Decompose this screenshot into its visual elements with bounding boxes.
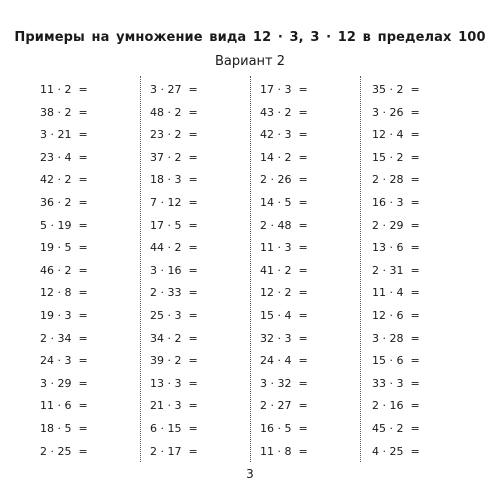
exercise-item: 21 · 3 =: [150, 399, 198, 413]
exercise-item: 4 · 25 =: [372, 444, 420, 458]
exercise-column-1: [40, 79, 140, 463]
exercise-item: 3 · 26 =: [372, 105, 420, 119]
exercise-item: 14 · 2 =: [260, 150, 308, 164]
exercise-item: 45 · 2 =: [372, 421, 420, 435]
exercise-item: 39 · 2 =: [150, 354, 198, 368]
exercise-item: 24 · 4 =: [260, 354, 308, 368]
exercise-item: 11 · 4 =: [372, 286, 420, 300]
exercise-item: 18 · 5 =: [40, 421, 88, 435]
page-title: Примеры на умножение вида 12 · 3, 3 · 12 в пределах 100: [14, 30, 486, 45]
exercise-item: 35 · 2 =: [372, 83, 420, 96]
exercise-item: 12 · 2 =: [260, 286, 308, 300]
exercise-item: 11 · 3 =: [260, 241, 308, 255]
exercise-item: 11 · 2 =: [40, 83, 88, 96]
exercise-item: 19 · 5 =: [40, 241, 88, 255]
variant-subtitle: Вариант 2: [214, 54, 286, 69]
exercise-column-4: [372, 79, 472, 463]
exercise-item: 16 · 5 =: [260, 421, 308, 435]
exercise-item: 15 · 2 =: [372, 150, 420, 164]
exercise-item: 36 · 2 =: [40, 195, 88, 209]
exercise-item: 24 · 3 =: [40, 354, 88, 368]
exercise-item: 3 · 29 =: [40, 376, 88, 390]
exercise-item: 17 · 5 =: [150, 218, 198, 232]
exercise-item: 12 · 6 =: [372, 308, 420, 322]
exercise-item: 12 · 8 =: [40, 286, 88, 300]
exercise-item: 42 · 3 =: [260, 128, 308, 142]
exercise-item: 16 · 3 =: [372, 195, 420, 209]
exercise-item: 33 · 3 =: [372, 376, 420, 390]
exercise-item: 2 · 31 =: [372, 263, 420, 277]
exercise-item: 2 · 34 =: [40, 331, 88, 345]
exercise-item: 5 · 19 =: [40, 218, 88, 232]
exercise-item: 12 · 4 =: [372, 128, 420, 142]
exercise-grid: [0, 79, 500, 461]
exercise-item: 38 · 2 =: [40, 105, 88, 119]
exercise-item: 15 · 4 =: [260, 308, 308, 322]
exercise-item: 18 · 3 =: [150, 173, 198, 187]
exercise-item: 3 · 32 =: [260, 376, 308, 390]
exercise-item: 2 · 26 =: [260, 173, 308, 187]
exercise-item: 2 · 48 =: [260, 218, 308, 232]
exercise-item: 32 · 3 =: [260, 331, 308, 345]
exercise-item: 2 · 27 =: [260, 399, 308, 413]
exercise-column-3: [260, 79, 360, 463]
exercise-item: 2 · 16 =: [372, 399, 420, 413]
exercise-item: 42 · 2 =: [40, 173, 88, 187]
exercise-item: 2 · 25 =: [40, 444, 88, 458]
exercise-item: 25 · 3 =: [150, 308, 198, 322]
exercise-item: 17 · 3 =: [260, 83, 308, 96]
exercise-item: 34 · 2 =: [150, 331, 198, 345]
exercise-item: 3 · 28 =: [372, 331, 420, 345]
exercise-item: 19 · 3 =: [40, 308, 88, 322]
exercise-item: 41 · 2 =: [260, 263, 308, 277]
exercise-item: 23 · 2 =: [150, 128, 198, 142]
exercise-item: 48 · 2 =: [150, 105, 198, 119]
page-number: 3: [246, 467, 254, 481]
exercise-item: 14 · 5 =: [260, 195, 308, 209]
exercise-item: 7 · 12 =: [150, 195, 198, 209]
exercise-item: 37 · 2 =: [150, 150, 198, 164]
exercise-item: 2 · 29 =: [372, 218, 420, 232]
exercise-item: 13 · 3 =: [150, 376, 198, 390]
exercise-item: 3 · 16 =: [150, 263, 198, 277]
exercise-item: 15 · 6 =: [372, 354, 420, 368]
exercise-item: 6 · 15 =: [150, 421, 198, 435]
exercise-item: 13 · 6 =: [372, 241, 420, 255]
exercise-item: 2 · 33 =: [150, 286, 198, 300]
exercise-item: 2 · 28 =: [372, 173, 420, 187]
exercise-item: 11 · 8 =: [260, 444, 308, 458]
exercise-item: 43 · 2 =: [260, 105, 308, 119]
exercise-item: 23 · 4 =: [40, 150, 88, 164]
exercise-item: 46 · 2 =: [40, 263, 88, 277]
exercise-item: 44 · 2 =: [150, 241, 198, 255]
exercise-item: 2 · 17 =: [150, 444, 198, 458]
exercise-column-2: [150, 79, 250, 463]
exercise-item: 11 · 6 =: [40, 399, 88, 413]
exercise-item: 3 · 27 =: [150, 83, 198, 96]
exercise-item: 3 · 21 =: [40, 128, 88, 142]
